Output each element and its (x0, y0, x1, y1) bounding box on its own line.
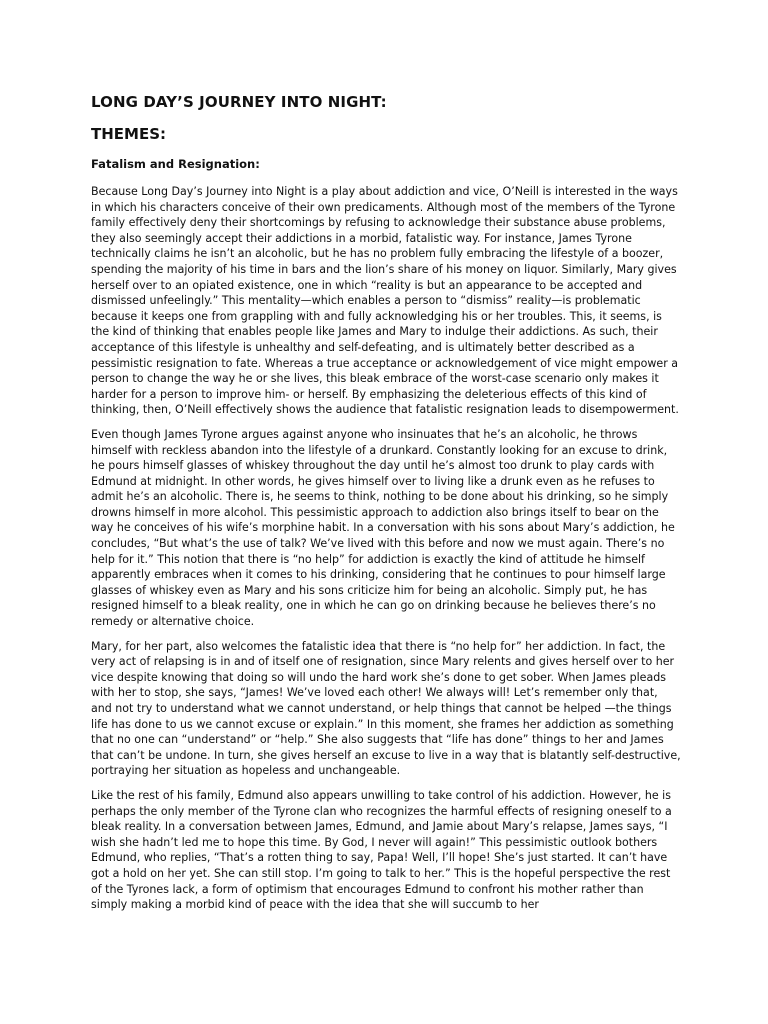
body-paragraph-2: Even though James Tyrone argues against anyone who insinuates that he’s an alcoholic, he throws himself with reckless abandon into the lifestyle of a drunkard. Constantly looking for an excuse to drink, he pours himself glasses of whiskey throughout the day until he’s almost too drunk to play cards with Edmund at midnight. In other words, he gives himself over to living like a drunk even as he refuses to admit he’s an alcoholic. There is, he seems to think, nothing to be done about his drinking, so he simply drowns himself in more alcohol. This pessimistic approach to addiction also brings itself to bear on the way he conceives of his wife’s morphine habit. In a conversation with his sons about Mary’s addiction, he concludes, “But what’s the use of talk? We’ve lived with this before and now we must again. There’s no help for it.” This notion that there is “no help” for addiction is exactly the kind of attitude he himself apparently embraces when it comes to his drinking, considering that he continues to pour himself large glasses of whiskey even as Mary and his sons criticize him for being an alcoholic. Simply put, he has resigned himself to a bleak reality, one in which he can go on drinking because he believes there’s no remedy or alternative choice. (91, 427, 675, 629)
section-heading-themes: THEMES: (91, 125, 167, 143)
body-paragraph-4: Like the rest of his family, Edmund also appears unwilling to take control of his addiction. However, he is perhaps the only member of the Tyrone clan who recognizes the harmful effects of resigning oneself to a bleak reality. In a conversation between James, Edmund, and Jamie about Mary’s relapse, James says, “I wish she hadn’t led me to hope this time. By God, I never will again!” This pessimistic outlook bothers Edmund, who replies, “That’s a rotten thing to say, Papa! Well, I’ll hope! She’s just started. It can’t have got a hold on her yet. She can still stop. I’m going to talk to her.” This is the hopeful perspective the rest of the Tyrones lack, a form of optimism that encourages Edmund to confront his mother rather than simply making a morbid kind of peace with the idea that she will succumb to her (91, 788, 672, 912)
document-title: LONG DAY’S JOURNEY INTO NIGHT: (91, 93, 387, 111)
body-paragraph-1: Because Long Day’s Journey into Night is a play about addiction and vice, O’Neill is interested in the ways in which his characters conceive of their own predicaments. Although most of the members of the Tyrone family effectively deny their shortcomings by refusing to acknowledge their substance abuse problems, they also seemingly accept their addictions in a morbid, fatalistic way. For instance, James Tyrone technically claims he isn’t an alcoholic, but he has no problem fully embracing the lifestyle of a boozer, spending the majority of his time in bars and the lion’s share of his money on liquor. Similarly, Mary gives herself over to an opiated existence, one in which “reality is but an appearance to be accepted and dismissed unfeelingly.” This mentality—which enables a person to “dismiss” reality—is problematic because it keeps one from grappling with and fully acknowledging his or her troubles. This, it seems, is the kind of thinking that enables people like James and Mary to indulge their addictions. As such, their acceptance of this lifestyle is unhealthy and self-defeating, and is ultimately better described as a pessimistic resignation to fate. Whereas a true acceptance or acknowledgement of vice might empower a person to change the way he or she lives, this bleak embrace of the worst-case scenario only makes it harder for a person to improve him- or herself. By emphasizing the deleterious effects of this kind of thinking, then, O’Neill effectively shows the audience that fatalistic resignation leads to disempowerment. (91, 185, 679, 417)
document-page (91, 92, 681, 922)
subsection-heading-fatalism: Fatalism and Resignation: (91, 157, 260, 171)
body-paragraph-3: Mary, for her part, also welcomes the fatalistic idea that there is “no help for” her addiction. In fact, the very act of relapsing is in and of itself one of resignation, since Mary relents and gives herself over to her vice despite knowing that doing so will undo the hard work she’s done to get sober. When James pleads with her to stop, she says, “James! We’ve loved each other! We always will! Let’s remember only that, and not try to understand what we cannot understand, or help things that cannot be helped —the things life has done to us we cannot excuse or explain.” In this moment, she frames her addiction as something that no one can “understand” or “help.” She also suggests that “life has done” things to her and James that can’t be undone. In turn, she gives herself an excuse to live in a way that is blatantly self-destructive, portraying her situation as hopeless and unchangeable. (91, 639, 681, 778)
